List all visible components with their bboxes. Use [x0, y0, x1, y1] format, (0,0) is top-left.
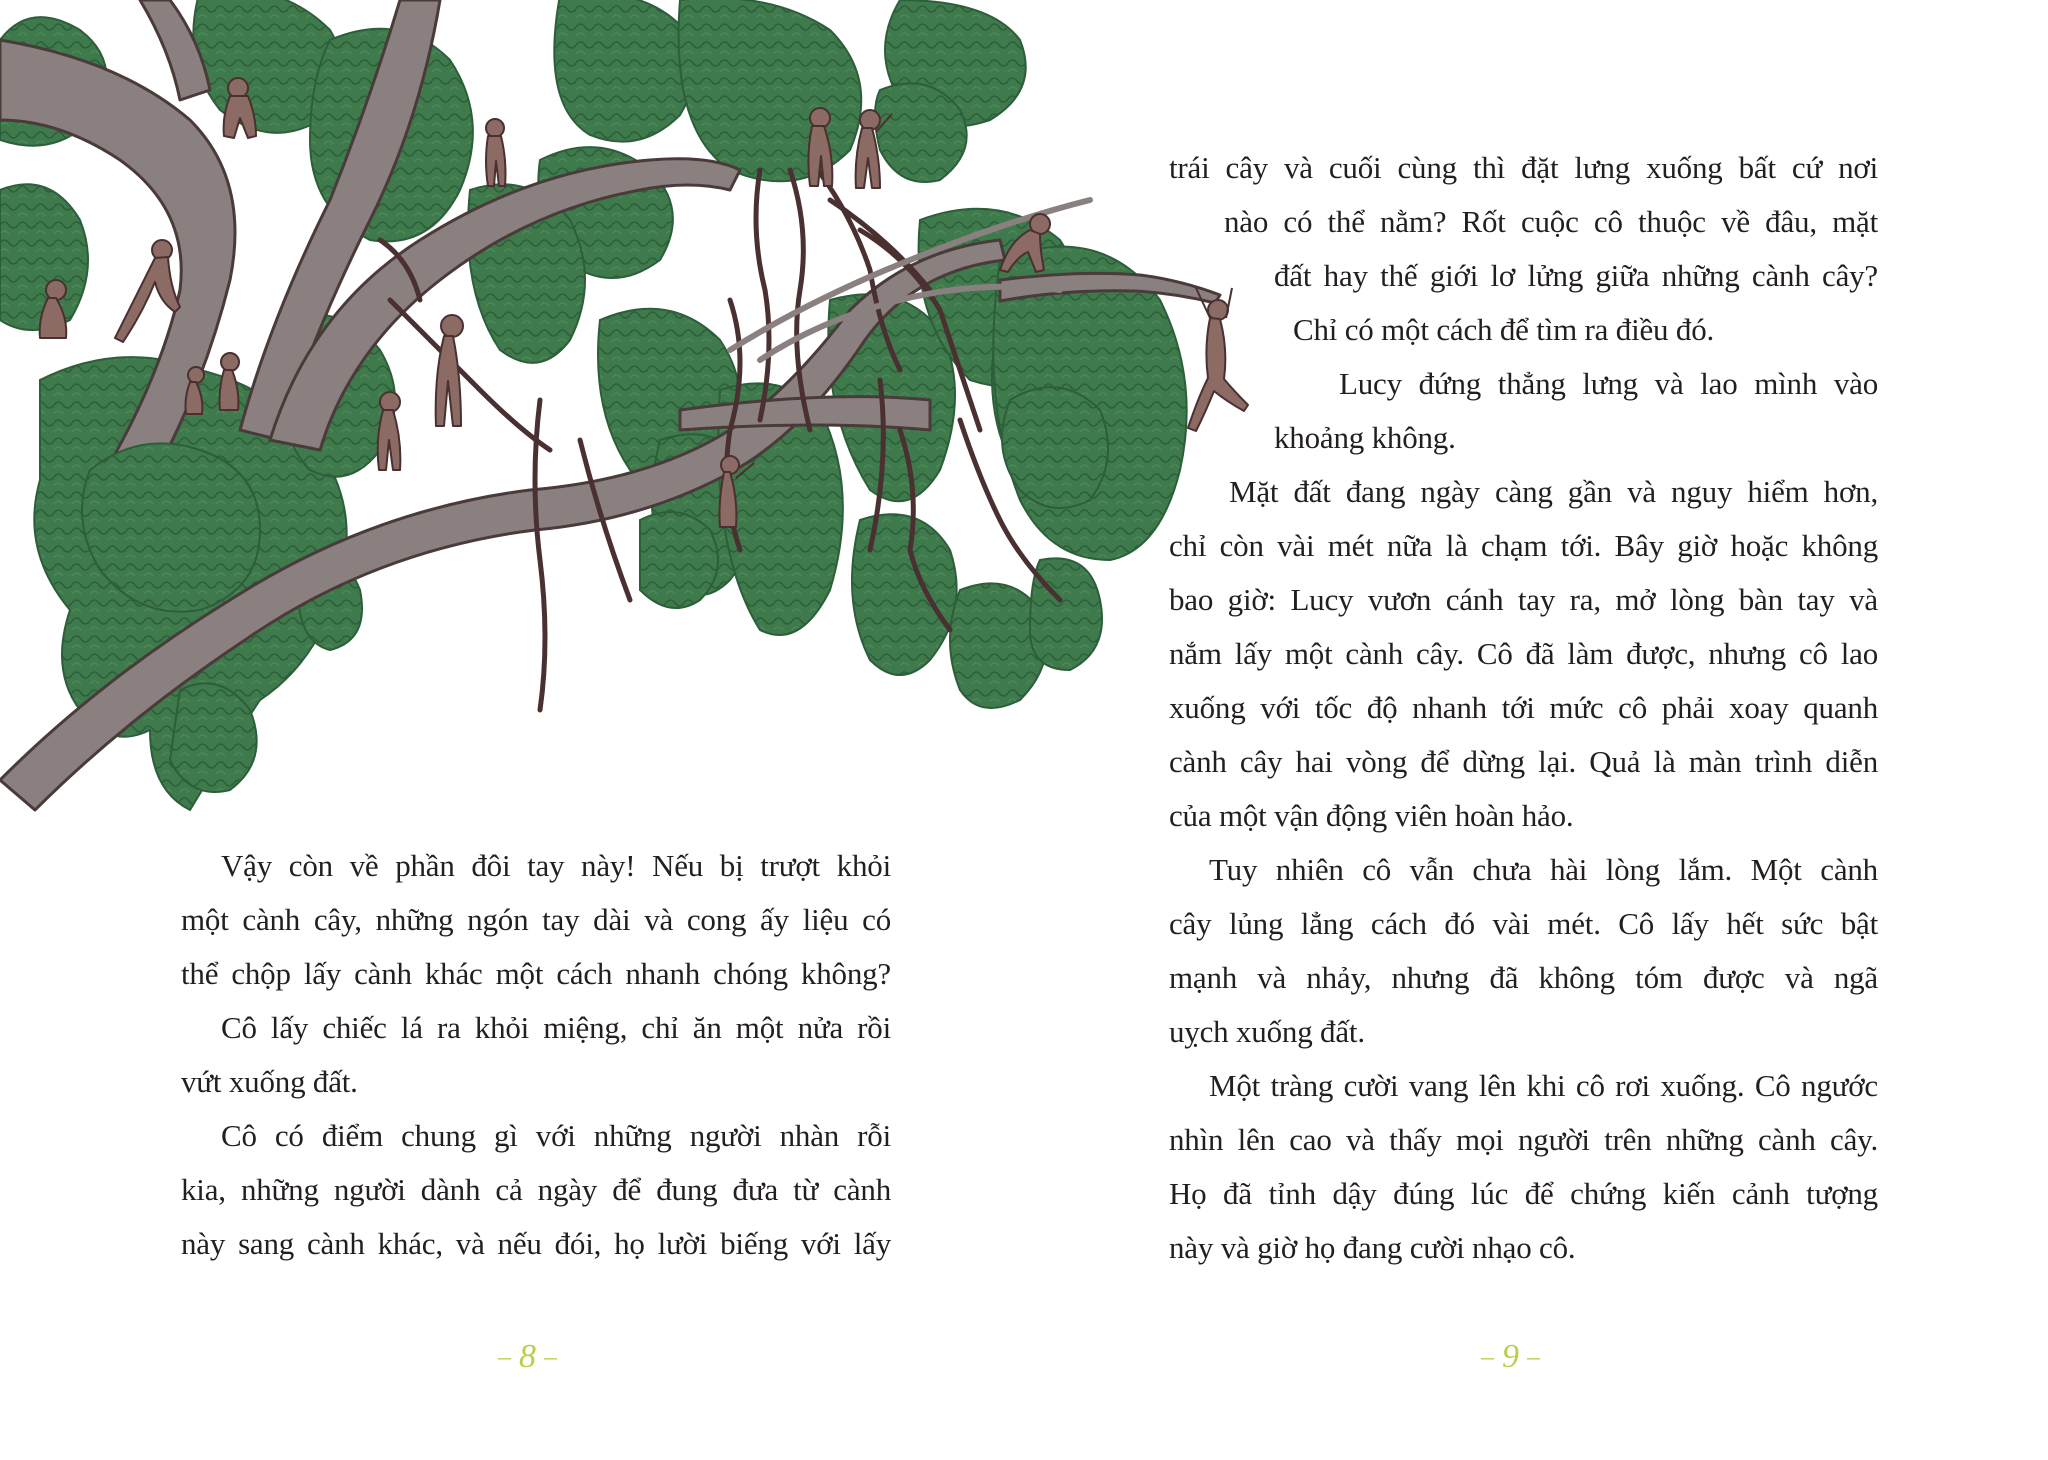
paragraph-line: nắm lấy một cành cây. Cô đã làm được, nhưng cô lao — [1169, 636, 1878, 671]
paragraph-line: Vậy còn về phần đôi tay này! Nếu bị trượt khỏi — [221, 848, 891, 883]
page-number-right — [1473, 1338, 1548, 1376]
paragraph-line: nhìn lên cao và thấy mọi người trên những cành cây. — [1169, 1122, 1878, 1157]
page-number-left — [490, 1338, 565, 1376]
paragraph-line: Cô có điểm chung gì với những người nhàn rỗi — [221, 1118, 891, 1153]
paragraph-line: Tuy nhiên cô vẫn chưa hài lòng lắm. Một cành — [1209, 852, 1878, 887]
tree-illustration — [0, 0, 1260, 840]
paragraph-line: bao giờ: Lucy vươn cánh tay ra, mở lòng bàn tay và — [1169, 582, 1878, 617]
paragraph-line: thể chộp lấy cành khác một cách nhanh chóng không? — [181, 956, 891, 991]
paragraph-line: đất hay thế giới lơ lửng giữa những cành cây? — [1274, 258, 1878, 293]
paragraph-line: chỉ còn vài mét nữa là chạm tới. Bây giờ hoặc không — [1169, 528, 1878, 563]
paragraph-line: khoảng không. — [1274, 420, 1456, 455]
paragraph-line: mạnh và nhảy, nhưng đã không tóm được và ngã — [1169, 960, 1878, 995]
paragraph-line: này và giờ họ đang cười nhạo cô. — [1169, 1230, 1576, 1265]
page-number-dash: – — [498, 1342, 511, 1371]
paragraph-line: cây lủng lẳng cách đó vài mét. Cô lấy hết sức bật — [1169, 906, 1878, 941]
paragraph-line: một cành cây, những ngón tay dài và cong ấy liệu có — [181, 902, 891, 937]
paragraph-line: cành cây hai vòng để dừng lại. Quả là màn trình diễn — [1169, 744, 1878, 779]
paragraph-line: trái cây và cuối cùng thì đặt lưng xuống bất cứ nơi — [1169, 150, 1878, 185]
page-number-value: 8 — [519, 1338, 536, 1375]
paragraph-line: kia, những người dành cả ngày để đung đưa từ cành — [181, 1172, 891, 1207]
paragraph-line: Họ đã tỉnh dậy đúng lúc để chứng kiến cảnh tượng — [1169, 1176, 1878, 1211]
figure-hanging-lucy — [1188, 288, 1248, 431]
paragraph-line: Cô lấy chiếc lá ra khỏi miệng, chỉ ăn một nửa rồi — [221, 1010, 891, 1045]
page-number-dash: – — [1527, 1342, 1540, 1371]
paragraph-line: Một tràng cười vang lên khi cô rơi xuống. Cô ngước — [1209, 1068, 1878, 1103]
page-number-dash: – — [1481, 1342, 1494, 1371]
page-number-dash: – — [544, 1342, 557, 1371]
paragraph-line: của một vận động viên hoàn hảo. — [1169, 798, 1574, 833]
paragraph-line: Mặt đất đang ngày càng gần và nguy hiểm hơn, — [1229, 474, 1878, 509]
paragraph-line: vứt xuống đất. — [181, 1064, 358, 1099]
paragraph-line: Lucy đứng thẳng lưng và lao mình vào — [1339, 366, 1878, 401]
paragraph-line: xuống với tốc độ nhanh tới mức cô phải xoay quanh — [1169, 690, 1878, 725]
paragraph-line: nào có thể nằm? Rốt cuộc cô thuộc về đâu, mặt — [1224, 204, 1878, 239]
paragraph-line: này sang cành khác, và nếu đói, họ lười biếng với lấy — [181, 1226, 891, 1261]
page-number-value: 9 — [1502, 1338, 1519, 1375]
paragraph-line: uỵch xuống đất. — [1169, 1014, 1365, 1049]
paragraph-line: Chỉ có một cách để tìm ra điều đó. — [1293, 312, 1715, 347]
